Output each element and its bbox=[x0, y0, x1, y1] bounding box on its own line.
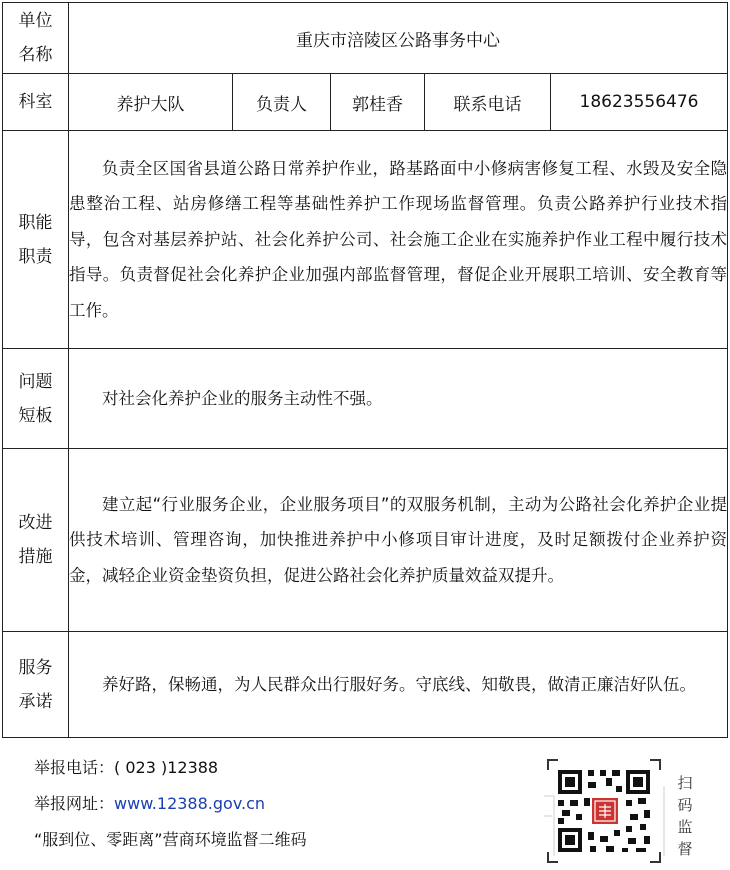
unit-row bbox=[3, 3, 728, 74]
unit-label-cell bbox=[3, 3, 69, 74]
duty-label-cell bbox=[3, 131, 69, 349]
head-label: 负责人 bbox=[233, 74, 331, 131]
seal-stamp-icon bbox=[592, 798, 618, 824]
duty-text: 负责全区国省县道公路日常养护作业，路基路面中小修病害修复工程、水毁及安全隐患整治工程、站房修缮工程等基础性养护工作现场监督管理。负责公路养护行业技术指导，包含对基层养护站、社会化养护公司、社会施工企业在实施养护作业工程中履行技术指导。负责督促社会化养护企业加强内部监督管理，督促企业开展职工培训、安全教育等工作。 bbox=[69, 131, 728, 349]
unit-label: 单位名称 bbox=[18, 11, 53, 65]
head-value: 郭桂香 bbox=[331, 74, 425, 131]
measure-row bbox=[3, 449, 728, 632]
report-phone-line bbox=[34, 750, 307, 786]
measure-label: 改进措施 bbox=[18, 513, 53, 567]
footer bbox=[34, 750, 307, 858]
qr-code-icon[interactable] bbox=[544, 756, 674, 866]
measure-text: 建立起“行业服务企业，企业服务项目”的双服务机制，主动为公路社会化养护企业提供技术培训、管理咨询，加快推进养护中小修项目审计进度，及时足额拨付企业养护资金，减轻企业资金垫资负担，促进公路社会化养护质量效益双提升。 bbox=[69, 449, 728, 632]
dept-label: 科室 bbox=[3, 74, 69, 131]
issue-label-cell bbox=[3, 349, 69, 449]
report-phone-label: 举报电话： bbox=[34, 758, 115, 777]
dept-row bbox=[3, 74, 728, 131]
unit-value: 重庆市涪陵区公路事务中心 bbox=[296, 30, 500, 51]
dept-value: 养护大队 bbox=[69, 74, 233, 131]
promise-row bbox=[3, 632, 728, 738]
report-url-line bbox=[34, 786, 307, 822]
phone-label: 联系电话 bbox=[425, 74, 551, 131]
issue-label: 问题短板 bbox=[18, 371, 53, 426]
promise-label-cell bbox=[3, 632, 69, 738]
info-table bbox=[2, 2, 728, 738]
report-url-link[interactable]: www.12388.gov.cn bbox=[114, 794, 266, 813]
unit-value-cell bbox=[69, 3, 728, 74]
qr-caption: “服到位、零距离”营商环境监督二维码 bbox=[34, 830, 307, 849]
phone-value: 18623556476 bbox=[551, 74, 728, 131]
issue-text: 对社会化养护企业的服务主动性不强。 bbox=[69, 349, 728, 449]
report-url-label: 举报网址： bbox=[34, 794, 115, 813]
measure-label-cell bbox=[3, 449, 69, 632]
duty-label: 职能职责 bbox=[18, 212, 53, 267]
qr-block bbox=[544, 756, 704, 866]
qr-side-text: 扫码监督 bbox=[677, 774, 693, 858]
promise-label: 服务承诺 bbox=[18, 657, 53, 712]
promise-text: 养好路，保畅通，为人民群众出行服好务。守底线、知敬畏，做清正廉洁好队伍。 bbox=[69, 632, 728, 738]
duty-row bbox=[3, 131, 728, 349]
report-phone: ( 023 )12388 bbox=[114, 758, 219, 777]
issue-row bbox=[3, 349, 728, 449]
